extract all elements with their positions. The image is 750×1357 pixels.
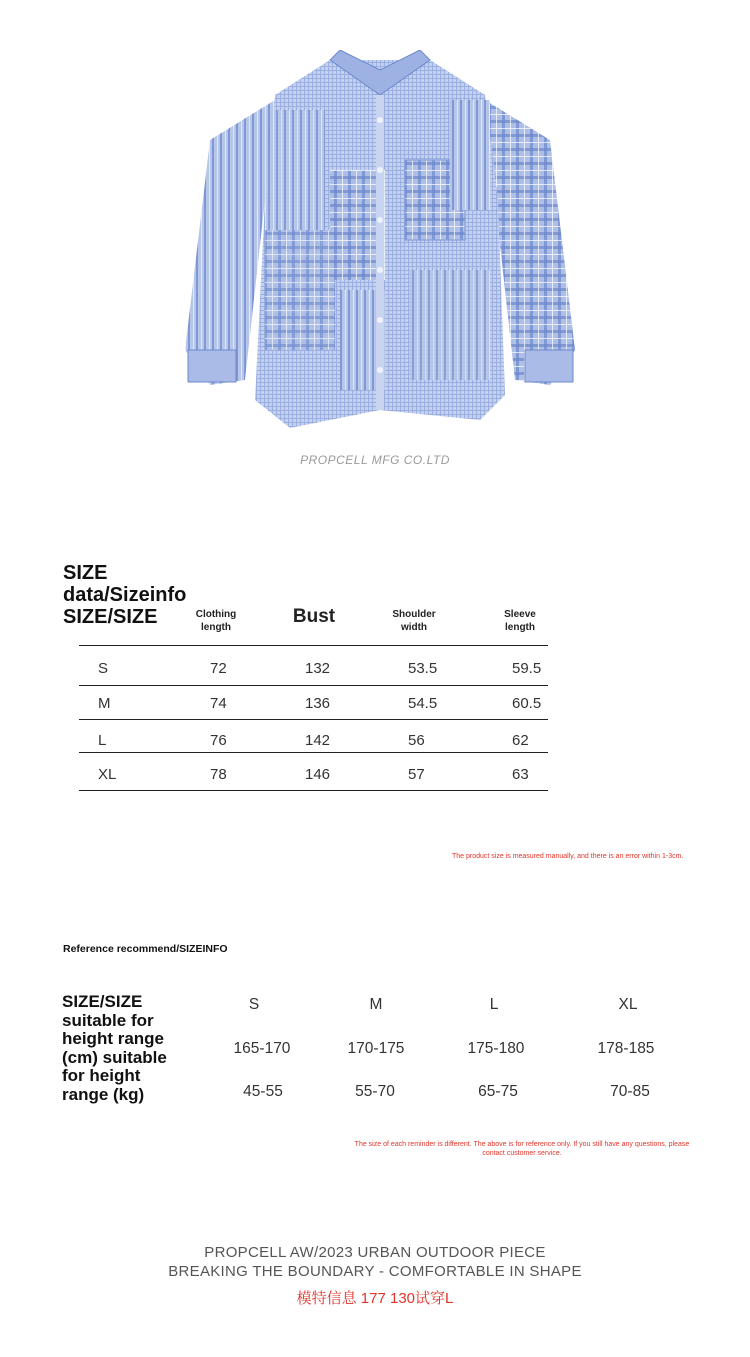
ref-height-range: 178-185	[597, 1040, 655, 1057]
brand-caption: PROPCELL MFG CO.LTD	[300, 453, 450, 467]
ref-height-range: 165-170	[233, 1040, 291, 1057]
cell-clothing-length: 76	[210, 732, 227, 749]
cell-size: S	[98, 660, 109, 677]
header-line: length	[505, 622, 535, 633]
reference-note-line: contact customer service.	[482, 1150, 562, 1157]
cell-sleeve-length: 59.5	[512, 660, 542, 677]
table-divider	[79, 719, 548, 720]
ref-size-header: S	[248, 996, 260, 1013]
ref-weight-range: 55-70	[355, 1083, 395, 1100]
footer-line-2: BREAKING THE BOUNDARY - COMFORTABLE IN SHAPE	[168, 1263, 582, 1280]
cell-size: XL	[98, 766, 117, 783]
footer-line-1: PROPCELL AW/2023 URBAN OUTDOOR PIECE	[204, 1244, 546, 1261]
reference-title: Reference recommend/SIZEINFO	[63, 943, 228, 955]
table-divider	[79, 790, 548, 791]
header-line: length	[201, 622, 231, 633]
cell-clothing-length: 74	[210, 695, 227, 712]
reference-label-line: height range	[62, 1029, 165, 1048]
ref-size-header: M	[369, 996, 383, 1013]
cell-sleeve-length: 63	[512, 766, 529, 783]
ref-weight-range: 45-55	[243, 1083, 283, 1100]
size-title-line: SIZE	[63, 562, 108, 584]
shirt-illustration	[180, 50, 580, 435]
cell-bust: 136	[305, 695, 331, 712]
ref-height-range: 170-175	[347, 1040, 405, 1057]
header-line: Clothing	[195, 609, 237, 620]
table-divider	[79, 645, 548, 646]
reference-note	[336, 1140, 708, 1158]
header-line: width	[400, 622, 428, 633]
cell-size: L	[98, 732, 107, 749]
cell-bust: 142	[305, 732, 331, 749]
model-info: 模特信息 177 130试穿L	[296, 1290, 454, 1307]
size-title-line: data/Sizeinfo	[63, 584, 187, 606]
reference-label	[62, 993, 202, 1104]
cell-clothing-length: 78	[210, 766, 227, 783]
header-shoulder-width	[384, 608, 444, 634]
header-sleeve-length	[490, 608, 550, 634]
reference-label-line: range (kg)	[62, 1084, 145, 1104]
cell-size: M	[98, 695, 111, 712]
ref-size-header: L	[489, 996, 499, 1013]
ref-size-header: XL	[618, 996, 638, 1013]
cell-sleeve-length: 60.5	[512, 695, 542, 712]
cell-shoulder-width: 53.5	[408, 660, 438, 677]
header-bust: Bust	[292, 606, 336, 627]
ref-weight-range: 70-85	[610, 1083, 650, 1100]
cell-shoulder-width: 57	[408, 766, 425, 783]
size-note: The product size is measured manually, and there is an error within 1-3cm.	[452, 853, 684, 860]
header-line: Shoulder	[392, 609, 436, 620]
cell-bust: 146	[305, 766, 331, 783]
reference-label-line: SIZE/SIZE	[62, 992, 143, 1011]
table-divider	[79, 685, 548, 686]
size-title-line: SIZE/SIZE	[63, 606, 158, 628]
ref-height-range: 175-180	[467, 1040, 525, 1057]
reference-label-line: for height	[62, 1066, 141, 1085]
cell-sleeve-length: 62	[512, 732, 529, 749]
table-divider	[79, 752, 548, 753]
header-line: Sleeve	[504, 609, 536, 620]
reference-label-line: (cm) suitable	[62, 1047, 167, 1067]
reference-label-line: suitable for	[62, 1010, 154, 1030]
ref-weight-range: 65-75	[478, 1083, 518, 1100]
reference-note-line: The size of each reminder is different. The above is for reference only. If you still have any questions, please	[354, 1141, 690, 1148]
cell-shoulder-width: 56	[408, 732, 425, 749]
header-clothing-length	[186, 608, 246, 634]
cell-clothing-length: 72	[210, 660, 227, 677]
cell-shoulder-width: 54.5	[408, 695, 438, 712]
product-image	[180, 50, 580, 435]
cell-bust: 132	[305, 660, 331, 677]
